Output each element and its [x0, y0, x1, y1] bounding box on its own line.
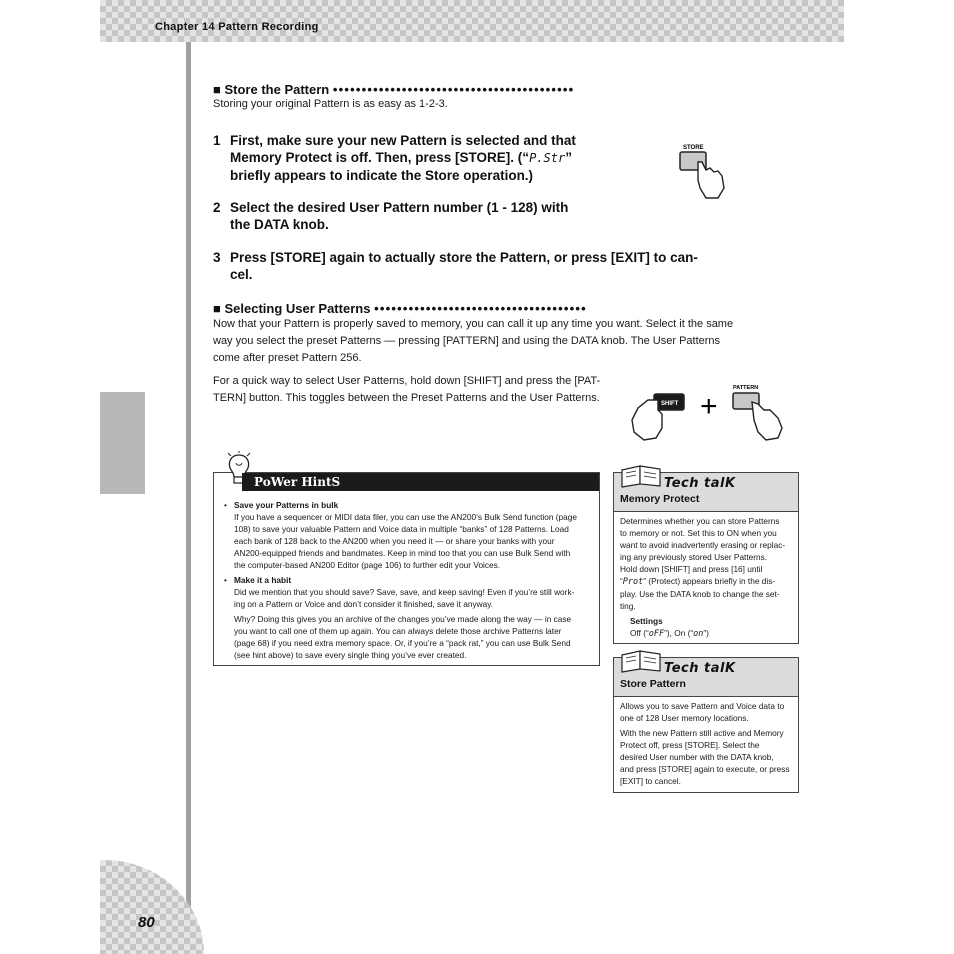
lcd-off: oFF	[648, 629, 665, 639]
lcd-prot: Prot	[622, 577, 644, 587]
tech-talk-header	[614, 473, 798, 512]
hint-1: • Save your Patterns in bulk If you have a sequencer or MIDI data filer, you can use the AN200’s Bulk Send function (page 108) to save your valuable Pattern and Voice data in multiple “banks” of 128 Patterns. Load each bank of 128 back to the AN200 when you need it — or share your banks with your AN200-equipped friends and bandmates. Keep in mind too that you can use Bulk Send with the computer-based AN200 Editor (page 106) to further edit your Voices.	[224, 500, 577, 570]
margin-rule	[186, 42, 191, 918]
pattern-button-label: PATTERN	[733, 385, 759, 391]
store-button-illustration	[672, 140, 732, 204]
right-hand-icon	[752, 402, 782, 440]
bullet-icon: •	[224, 500, 227, 510]
tech-talk-subtitle: Memory Protect	[620, 493, 700, 505]
book-icon	[620, 649, 662, 673]
store-intro: Storing your original Pattern is as easy as 1-2-3.	[213, 98, 448, 110]
tech-talk-header	[614, 658, 798, 697]
store-section-heading: ■ Store the Pattern ••••••••••••••••••••••••••••••••••••••••••	[213, 82, 575, 97]
pointing-hand-icon	[698, 162, 724, 198]
power-hints-box	[213, 472, 600, 666]
tech-talk-store-pattern	[613, 657, 799, 793]
book-icon	[620, 464, 662, 488]
tech-talk-title: Tech talK	[664, 661, 736, 676]
lcd-on: on	[693, 629, 704, 639]
shift-pattern-illustration	[628, 380, 788, 442]
select-para-2: For a quick way to select User Patterns, hold down [SHIFT] and press the [PAT- TERN] button. This toggles between the Preset Patterns and the User Patterns.	[213, 375, 601, 404]
tech-talk-body: Determines whether you can store Patterns to memory or not. Set this to ON when you want to avoid inadvertently erasing or replac- ing any previously stored User Patterns. Hold down [SHIFT] and press [16] until “Prot” (Protect) appears briefly in the dis- play. Use the DATA knob to change the set- ting. Settings Off (“oFF”), On (“on”)	[620, 515, 794, 640]
tech-talk-title: Tech talK	[664, 476, 736, 491]
settings-values: Off (“oFF”), On (“on”)	[630, 628, 709, 639]
page-header	[100, 0, 844, 42]
left-hand-icon	[632, 400, 662, 440]
tech-talk-body: Allows you to save Pattern and Voice data to one of 128 User memory locations. With the new Pattern still active and Memory Protect off, press [STORE]. Select the desired User number with the DATA knob, and press [STORE] again to execute, or press [EXIT] to cancel.	[620, 701, 790, 786]
lcd-pstr: P.Str	[529, 151, 566, 165]
store-button-label: STORE	[683, 145, 704, 151]
hint-2: • Make it a habit Did we mention that you should save? Save, save, and keep saving! Even if you’re still work- ing on a Pattern or Voice and don’t consider it finished, save it anyway. Why? Doing this gives you an archive of the changes you’ve made along the way — in case you want to call one of them up again. You can always delete those archive Patterns later (page 68) if you need extra memory space. Or, if you’re a “pack rat,” you can use Bulk Send (see hint above) to save every single thing you’ve ever created.	[224, 575, 575, 660]
tech-talk-memory-protect	[613, 472, 799, 644]
chapter-tab	[100, 392, 145, 494]
plus-sign: +	[700, 390, 718, 423]
power-hints-title-bar	[242, 473, 599, 491]
settings-label: Settings	[630, 616, 663, 626]
bullet-icon: •	[224, 575, 227, 585]
select-section-heading: ■ Selecting User Patterns •••••••••••••••••••••••••••••••••••••	[213, 301, 587, 316]
power-hints-title: PoWer HintS	[254, 475, 341, 489]
select-para-1: Now that your Pattern is properly saved to memory, you can call it up any time you want. Select it the same way you select the preset Patterns — pressing [PATTERN] and using the DATA knob. The User Patterns come after preset Pattern 256.	[213, 318, 734, 364]
step-2: 2 Select the desired User Pattern number (1 - 128) with the DATA knob.	[213, 200, 569, 232]
shift-button-label: SHIFT	[661, 401, 679, 407]
page-number: 80	[138, 914, 155, 931]
square-bullet-icon: ■	[213, 82, 221, 97]
square-bullet-icon: ■	[213, 301, 221, 316]
chapter-label: Chapter 14 Pattern Recording	[155, 21, 319, 33]
step-1: 1 First, make sure your new Pattern is selected and that Memory Protect is off. Then, press [STORE]. (“P.Str” briefly appears to indicate the Store operation.)	[213, 133, 576, 183]
tech-talk-subtitle: Store Pattern	[620, 678, 686, 690]
step-3: 3 Press [STORE] again to actually store the Pattern, or press [EXIT] to can- cel.	[213, 250, 698, 282]
